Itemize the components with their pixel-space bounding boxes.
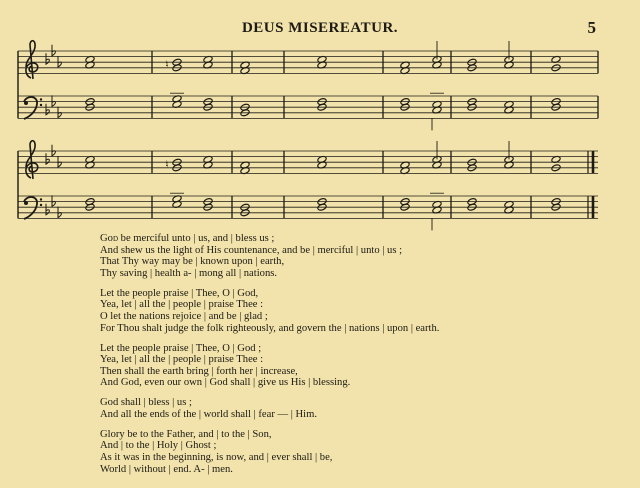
line-text: And shew us the light of His countenance, and be | merciful | unto | us ; — [100, 244, 403, 256]
bass-clef-dot — [24, 201, 28, 205]
line-text: As it was in the beginning, is now, and | ever shall | be, — [100, 452, 333, 464]
bass-clef-dot — [24, 101, 28, 105]
verse-line — [100, 452, 620, 464]
music-system-2 — [18, 141, 598, 231]
bass-clef-icon — [24, 197, 37, 219]
line-text: For Thou shalt judge the folk righteously, and govern the | nations | upon | earth. — [100, 322, 440, 334]
verse-line — [100, 397, 620, 409]
line-text: God shall | bless | us ; — [100, 397, 192, 409]
verse-4 — [100, 397, 620, 420]
verse-line — [100, 311, 620, 323]
line-text: Then shall the earth bring | forth her | increase, — [100, 365, 298, 377]
natural-sign: ♮ — [165, 157, 169, 171]
bass-clef-icon — [24, 97, 37, 119]
flat-sign — [52, 195, 55, 206]
bass-clef-dot — [40, 104, 42, 106]
verse-line — [100, 323, 620, 335]
line-text: Thy saving | health a- | mong all | nations. — [100, 267, 278, 279]
music-system-1 — [18, 41, 598, 131]
flat-sign — [52, 95, 55, 106]
initial-word-tail: d — [112, 233, 119, 244]
flat-sign — [58, 107, 61, 118]
line-text: be merciful unto | us, and | bless us ; — [118, 233, 275, 244]
verse-line — [100, 256, 620, 268]
verse-line — [100, 288, 620, 300]
bass-clef-dot — [40, 204, 42, 206]
line-text: Glory be to the Father, and | to the | Son, — [100, 428, 272, 440]
verse-line — [100, 268, 620, 280]
line-text: And | to the | Holy | Ghost ; — [100, 440, 217, 452]
line-text: Yea, let | all the | people | praise Thee : — [100, 299, 264, 311]
initial-word: Go — [100, 233, 113, 244]
line-text: O let the nations rejoice | and be | glad ; — [100, 310, 268, 322]
verse-5 — [100, 429, 620, 475]
flat-sign — [58, 207, 61, 218]
verse-line — [100, 245, 620, 257]
verse-line — [100, 299, 620, 311]
bass-clef-dot — [40, 198, 42, 200]
verse-line — [100, 233, 620, 245]
line-text: And God, even our own | God shall | give us His | blessing. — [100, 377, 351, 389]
line-text: Yea, let | all the | people | praise Thee : — [100, 354, 264, 366]
line-text: Let the people praise | Thee, O | God, — [100, 287, 259, 299]
natural-sign: ♮ — [165, 57, 169, 71]
flat-sign — [52, 45, 55, 56]
page-title: DEUS MISEREATUR. — [241, 20, 399, 36]
verse-3 — [100, 343, 620, 389]
chant-text — [100, 233, 620, 484]
verse-line — [100, 354, 620, 366]
verse-line — [100, 377, 620, 389]
verse-line — [100, 343, 620, 355]
verse-line — [100, 429, 620, 441]
verse-line — [100, 366, 620, 378]
line-text: Let the people praise | Thee, O | God ; — [100, 342, 262, 354]
flat-sign — [58, 156, 61, 167]
verse-line — [100, 440, 620, 452]
line-text: That Thy way may be | known upon | earth, — [100, 256, 285, 268]
bass-clef-dot — [40, 98, 42, 100]
page-number: 5 — [587, 18, 596, 37]
verse-line — [100, 409, 620, 421]
flat-sign — [52, 145, 55, 156]
line-text: And all the ends of the | world shall | fear — | Him. — [100, 408, 318, 420]
verse-1 — [100, 233, 620, 279]
verse-2 — [100, 288, 620, 334]
flat-sign — [58, 56, 61, 67]
line-text: World | without | end. A- | men. — [100, 463, 233, 475]
chant-score — [0, 0, 640, 232]
verse-line — [100, 464, 620, 476]
